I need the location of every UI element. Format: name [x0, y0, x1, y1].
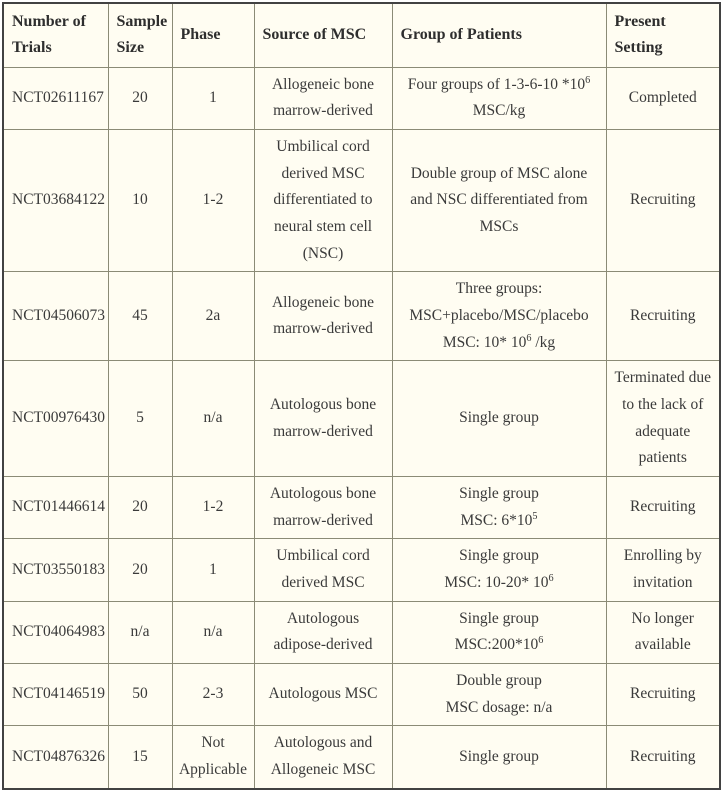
source-cell: Autologous adipose-derived — [254, 601, 392, 663]
group-cell: Single group — [392, 361, 606, 477]
group-cell: Single group MSC: $6*10^5$ — [392, 476, 606, 538]
trial-id-cell: NCT04064983 — [3, 601, 108, 663]
sample-size-cell: 15 — [108, 726, 172, 789]
setting-cell: Recruiting — [606, 130, 720, 272]
setting-cell: Recruiting — [606, 272, 720, 361]
sample-size-cell: 20 — [108, 476, 172, 538]
setting-cell: Terminated due to the lack of adequate patients — [606, 361, 720, 477]
col-header-group-of-patients: Group of Patients — [392, 3, 606, 67]
msc-clinical-trials-table — [2, 2, 721, 790]
phase-cell: 1-2 — [172, 476, 254, 538]
col-header-source-of-msc: Source of MSC — [254, 3, 392, 67]
source-cell: Allogeneic bone marrow-derived — [254, 67, 392, 129]
phase-cell: 1 — [172, 67, 254, 129]
source-cell: Autologous MSC — [254, 663, 392, 725]
phase-cell: 1 — [172, 539, 254, 601]
setting-cell: Recruiting — [606, 726, 720, 789]
sample-size-cell: 50 — [108, 663, 172, 725]
table-header-row — [3, 3, 720, 67]
trial-id-cell: NCT01446614 — [3, 476, 108, 538]
table-row — [3, 601, 720, 663]
source-cell: Autologous bone marrow-derived — [254, 476, 392, 538]
col-header-present-setting: Present Setting — [606, 3, 720, 67]
phase-cell: 2a — [172, 272, 254, 361]
setting-cell: Recruiting — [606, 476, 720, 538]
phase-cell: 1-2 — [172, 130, 254, 272]
group-cell: Four groups of 1-3-6-10 $*10^6$ MSC/kg — [392, 67, 606, 129]
table-row — [3, 361, 720, 477]
group-cell: Double group of MSC alone and NSC differentiated from MSCs — [392, 130, 606, 272]
col-header-number-of-trials: Number of Trials — [3, 3, 108, 67]
source-cell: Umbilical cord derived MSC — [254, 539, 392, 601]
table-row — [3, 726, 720, 789]
col-header-sample-size: Sample Size — [108, 3, 172, 67]
trial-id-cell: NCT04146519 — [3, 663, 108, 725]
phase-cell: n/a — [172, 601, 254, 663]
sample-size-cell: 20 — [108, 67, 172, 129]
sample-size-cell: 20 — [108, 539, 172, 601]
source-cell: Autologous bone marrow-derived — [254, 361, 392, 477]
group-cell: Single group $MSC:200*10^6$ — [392, 601, 606, 663]
table-row — [3, 663, 720, 725]
source-cell: Allogeneic bone marrow-derived — [254, 272, 392, 361]
group-cell: Single group MSC: 10-20* $10^6$ — [392, 539, 606, 601]
table-row — [3, 130, 720, 272]
table-row — [3, 67, 720, 129]
trial-id-cell: NCT03684122 — [3, 130, 108, 272]
group-cell: Double group MSC dosage: n/a — [392, 663, 606, 725]
source-cell: Autologous and Allogeneic MSC — [254, 726, 392, 789]
setting-cell: Completed — [606, 67, 720, 129]
group-cell: Three groups: MSC+placebo/MSC/placebo MSC: 10* $10^6$ /kg — [392, 272, 606, 361]
phase-cell: n/a — [172, 361, 254, 477]
phase-cell: 2-3 — [172, 663, 254, 725]
sample-size-cell: 45 — [108, 272, 172, 361]
setting-cell: No longer available — [606, 601, 720, 663]
sample-size-cell: n/a — [108, 601, 172, 663]
source-cell: Umbilical cord derived MSC differentiated to neural stem cell (NSC) — [254, 130, 392, 272]
trial-id-cell: NCT03550183 — [3, 539, 108, 601]
table-row — [3, 539, 720, 601]
setting-cell: Recruiting — [606, 663, 720, 725]
setting-cell: Enrolling by invitation — [606, 539, 720, 601]
trial-id-cell: NCT00976430 — [3, 361, 108, 477]
trial-id-cell: NCT02611167 — [3, 67, 108, 129]
trial-id-cell: NCT04506073 — [3, 272, 108, 361]
phase-cell: Not Applicable — [172, 726, 254, 789]
trial-id-cell: NCT04876326 — [3, 726, 108, 789]
sample-size-cell: 5 — [108, 361, 172, 477]
table-row — [3, 476, 720, 538]
sample-size-cell: 10 — [108, 130, 172, 272]
col-header-phase: Phase — [172, 3, 254, 67]
table-row — [3, 272, 720, 361]
group-cell: Single group — [392, 726, 606, 789]
